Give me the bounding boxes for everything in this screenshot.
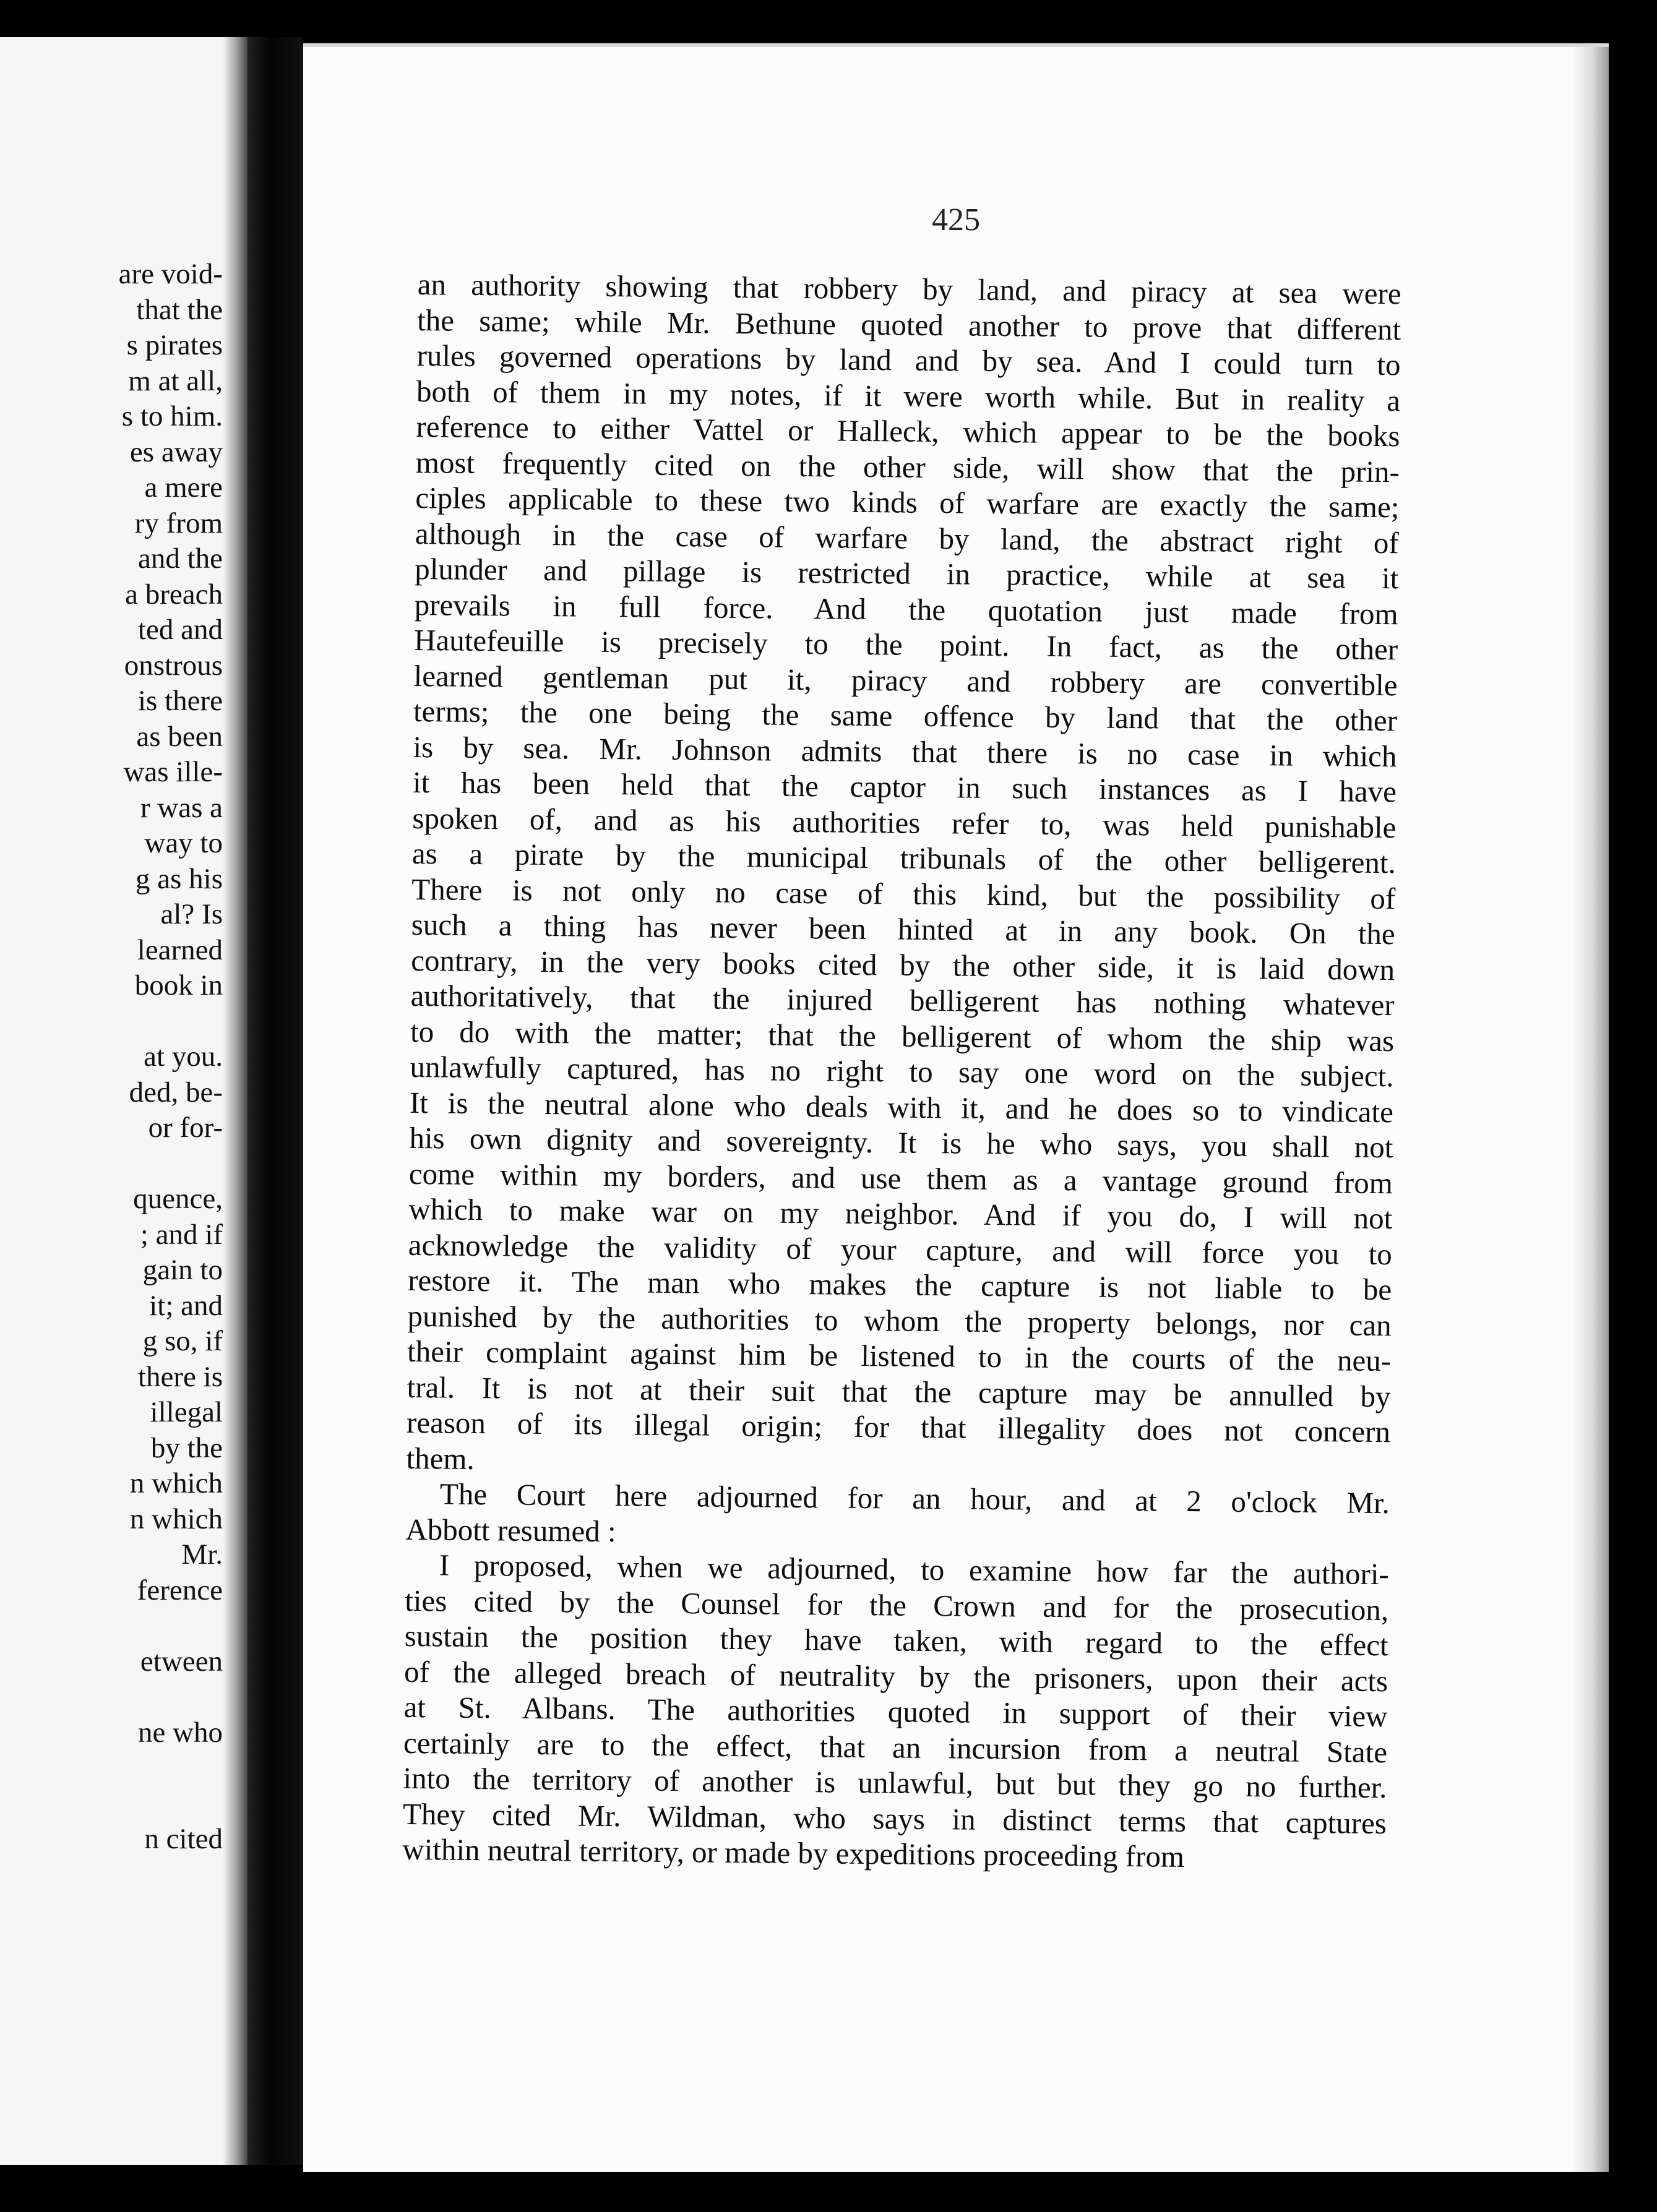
- left-page-line: ne who: [137, 1716, 223, 1749]
- left-page-line: s to him.: [121, 400, 223, 432]
- text-line: to do with the matter; that the belligerent of whom the ship was: [410, 1014, 1395, 1058]
- left-page-line: is there: [137, 685, 223, 717]
- left-page-line: or for-: [148, 1112, 223, 1144]
- left-facing-page: [0, 37, 247, 2165]
- left-page-line: n cited: [144, 1823, 223, 1855]
- left-page-text-fragments: [0, 257, 223, 1858]
- paragraph-1: [406, 267, 1401, 1485]
- paragraph-2: [405, 1476, 1390, 1556]
- left-page-line: there is: [137, 1360, 223, 1393]
- text-line: tral. It is not at their suit that the capture may be annulled by: [407, 1370, 1391, 1413]
- text-line: unlawfully captured, has no right to say one word on the subject.: [410, 1049, 1394, 1094]
- left-page-line: way to: [144, 827, 223, 859]
- text-line: Hautefeuille is precisely to the point. In fact, as the other: [413, 622, 1398, 667]
- right-page: [303, 43, 1609, 2172]
- right-page-edge-shadow: [1572, 47, 1609, 2172]
- text-line: acknowledge the validity of your capture, and will force you to: [408, 1227, 1393, 1271]
- text-line: an authority showing that robbery by land, and piracy at sea were: [417, 267, 1401, 311]
- left-page-line: ted and: [137, 614, 223, 646]
- left-page-line: was ille-: [123, 756, 223, 788]
- paragraph-3: [402, 1547, 1389, 1877]
- text-line: contrary, in the very books cited by the other side, it is laid down: [410, 943, 1395, 987]
- text-line: of the alleged breach of neutrality by the prisoners, upon their acts: [403, 1654, 1388, 1698]
- text-line: at St. Albans. The authorities quoted in support of their view: [403, 1689, 1388, 1734]
- left-page-line: g as his: [136, 862, 223, 895]
- left-page-line: ry from: [134, 507, 223, 539]
- left-page-line: learned: [137, 933, 223, 966]
- left-page-line: book in: [134, 969, 223, 1001]
- book-spine: [247, 37, 303, 2165]
- text-line: them.: [406, 1441, 475, 1476]
- left-page-gutter-shadow: [223, 37, 247, 2165]
- text-line: rules governed operations by land and by sea. And I could turn to: [416, 338, 1401, 382]
- left-page-line: etween: [140, 1645, 223, 1678]
- left-page-line: Mr.: [181, 1538, 223, 1571]
- text-line: within neutral territory, or made by expeditions proceeding from: [402, 1832, 1185, 1874]
- text-line: the same; while Mr. Bethune quoted another to prove that different: [416, 302, 1401, 346]
- left-page-line: es away: [129, 435, 223, 468]
- text-line: restore it. The man who makes the capture is not liable to be: [408, 1262, 1392, 1307]
- text-line: reference to either Vattel or Halleck, which appear to be the books: [416, 409, 1400, 453]
- left-page-blank-line: [0, 1004, 223, 1040]
- text-line: Abbott resumed :: [405, 1512, 616, 1548]
- text-line: their complaint against him be listened to in the courts of the neu-: [407, 1334, 1392, 1378]
- left-page-line: by the: [150, 1431, 223, 1464]
- left-page-line: a mere: [144, 471, 223, 504]
- text-line: terms; the one being the same offence by land that the other: [413, 693, 1398, 738]
- left-page-line: and the: [137, 542, 223, 575]
- text-line: The Court here adjourned for an hour, and at 2 o'clock Mr.: [439, 1477, 1390, 1520]
- left-page-line: g so, if: [142, 1325, 223, 1357]
- left-page-blank-line: [0, 1679, 223, 1715]
- text-line: spoken of, and as his authorities refer to, was held punishable: [412, 800, 1397, 844]
- text-line: It is the neutral alone who deals with it, and he does so to vindicate: [409, 1085, 1394, 1129]
- text-line: such a thing has never been hinted at in any book. On the: [411, 907, 1395, 951]
- left-page-line: ference: [137, 1574, 223, 1606]
- left-page-line: ; and if: [140, 1218, 223, 1251]
- left-page-line: are void-: [118, 258, 223, 290]
- text-line: reason of its illegal origin; for that illegality does not concern: [406, 1405, 1391, 1449]
- text-line: sustain the position they have taken, with regard to the effect: [404, 1618, 1388, 1663]
- left-page-line: n which: [129, 1467, 223, 1499]
- left-page-line: as been: [136, 720, 223, 753]
- left-page-line: illegal: [150, 1396, 223, 1428]
- text-line: it has been held that the captor in such instances as I have: [412, 765, 1397, 809]
- text-line: which to make war on my neighbor. And if you do, I will not: [408, 1191, 1393, 1236]
- text-line: There is not only no case of this kind, but the possibility of: [411, 872, 1396, 915]
- left-page-line: m at all,: [128, 364, 223, 397]
- left-page-line: at you.: [144, 1040, 223, 1073]
- text-line: I proposed, when we adjourned, to examine how far the authori-: [439, 1548, 1390, 1592]
- left-page-line: quence,: [133, 1183, 223, 1215]
- left-page-line: a breach: [125, 578, 223, 611]
- left-page-blank-line: [0, 1751, 223, 1786]
- left-page-line: ded, be-: [129, 1076, 223, 1108]
- text-line: ties cited by the Counsel for the Crown and for the prosecution,: [405, 1583, 1389, 1627]
- left-page-line: s pirates: [126, 329, 223, 361]
- left-page-blank-line: [0, 1786, 223, 1822]
- text-line: authoritatively, that the injured belligerent has nothing whatever: [410, 978, 1395, 1022]
- text-line: ciples applicable to these two kinds of warfare are exactly the same;: [415, 480, 1400, 525]
- left-page-blank-line: [0, 1146, 223, 1182]
- text-line: is by sea. Mr. Johnson admits that there is no case in which: [413, 729, 1397, 773]
- left-page-line: onstrous: [124, 649, 223, 682]
- left-page-line: r was a: [140, 791, 223, 824]
- text-line: both of them in my notes, if it were worth while. But in reality a: [416, 374, 1401, 418]
- left-page-line: it; and: [149, 1289, 223, 1322]
- left-page-line: n which: [129, 1503, 223, 1535]
- text-line: into the territory of another is unlawful, but but they go no further.: [403, 1760, 1387, 1805]
- text-line: certainly are to the effect, that an incursion from a neutral State: [403, 1725, 1388, 1769]
- text-line: come within my borders, and use them as a vantage ground from: [408, 1156, 1393, 1200]
- text-line: prevails in full force. And the quotation just made from: [414, 587, 1398, 631]
- text-line: They cited Mr. Wildman, who says in distinct terms that captures: [402, 1796, 1387, 1840]
- text-line: most frequently cited on the other side, will show that the prin-: [415, 445, 1400, 489]
- text-line: as a pirate by the municipal tribunals of the other belligerent.: [411, 836, 1397, 880]
- text-line: learned gentleman put it, piracy and robbery are convertible: [413, 658, 1398, 702]
- page-number: 425: [932, 202, 980, 238]
- left-page-line: gain to: [142, 1254, 223, 1286]
- text-line: although in the case of warfare by land, the abstract right of: [415, 516, 1400, 560]
- page-body-text: [402, 267, 1401, 1877]
- text-line: plunder and pillage is restricted in practice, while at sea it: [415, 551, 1399, 596]
- left-page-line: al? Is: [160, 898, 223, 930]
- left-page-line: that the: [136, 293, 223, 326]
- text-line: punished by the authorities to whom the property belongs, nor can: [407, 1298, 1392, 1342]
- left-page-blank-line: [0, 1608, 223, 1644]
- text-line: his own dignity and sovereignty. It is he who says, you shall not: [409, 1120, 1393, 1165]
